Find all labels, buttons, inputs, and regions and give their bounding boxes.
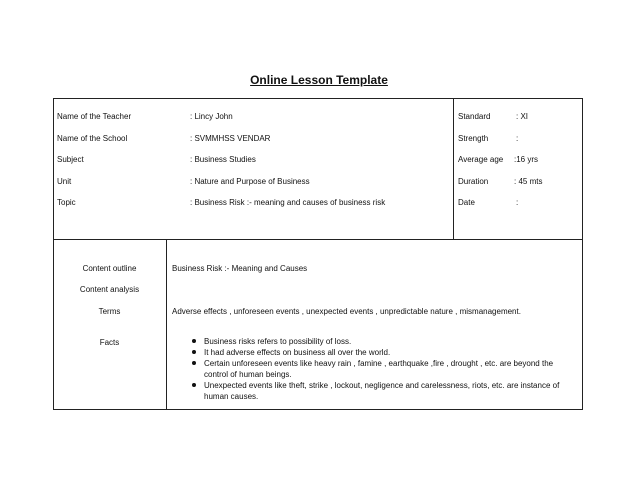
standard-value: : XI [516, 112, 529, 121]
fact-item: Certain unforeseen events like heavy rain , famine , earthquake ,fire , drought , etc. are beyond the control of human beings. [190, 358, 560, 380]
facts-list [190, 336, 560, 402]
average-age-value: :16 yrs [514, 155, 539, 164]
average-age-label: Average age [458, 155, 504, 164]
subject-label: Subject [57, 155, 84, 164]
teacher-label: Name of the Teacher [57, 112, 132, 121]
topic-value: : Business Risk :- meaning and causes of business risk [190, 198, 386, 207]
duration-value: : 45 mts [514, 177, 543, 186]
school-label: Name of the School [57, 134, 128, 143]
standard-label: Standard [458, 112, 491, 121]
date-value: : [516, 198, 519, 207]
terms-label: Terms [98, 307, 121, 316]
fact-item: Business risks refers to possibility of loss. [190, 336, 560, 347]
content-divider [166, 240, 167, 410]
fact-item: Unexpected events like theft, strike , lockout, negligence and carelessness, riots, etc. are instance of human causes. [190, 380, 560, 402]
unit-value: : Nature and Purpose of Business [190, 177, 310, 186]
document-title: Online Lesson Template [250, 73, 388, 87]
school-value: : SVMMHSS VENDAR [190, 134, 271, 143]
duration-label: Duration [458, 177, 489, 186]
subject-value: : Business Studies [190, 155, 256, 164]
content-analysis-label: Content analysis [79, 285, 140, 294]
content-outline-label: Content outline [82, 264, 137, 273]
content-outline-value: Business Risk :- Meaning and Causes [172, 264, 308, 273]
date-label: Date [458, 198, 475, 207]
info-divider [453, 98, 454, 240]
strength-label: Strength [458, 134, 489, 143]
terms-value: Adverse effects , unforeseen events , unexpected events , unpredictable nature , mismanagement. [172, 307, 521, 316]
teacher-value: : Lincy John [190, 112, 233, 121]
fact-item: It had adverse effects on business all over the world. [190, 347, 560, 358]
facts-label: Facts [99, 338, 120, 347]
topic-label: Topic [57, 198, 76, 207]
unit-label: Unit [57, 177, 72, 186]
lesson-info-box [53, 98, 583, 240]
strength-value: : [516, 134, 519, 143]
